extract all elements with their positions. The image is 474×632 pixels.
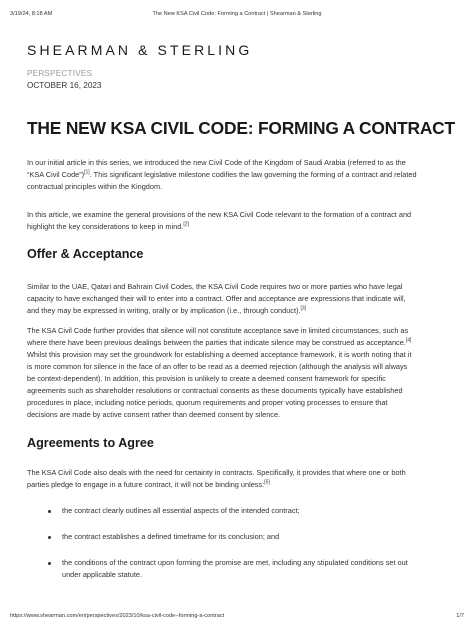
- heading-agreements-to-agree: Agreements to Agree: [27, 436, 154, 450]
- text-line: capacity to have exchanged their will to enter into a contract. Offer and acceptance are expressions that indicate will,: [27, 294, 406, 303]
- text-line: decisions are made by active consent rather than deemed consent by silence.: [27, 410, 281, 419]
- text-run: highlight the key considerations to keep in mind.: [27, 222, 184, 231]
- text-line: [27, 221, 451, 233]
- text-line: The KSA Civil Code further provides that silence will not constitute acceptance save in limited circumstances, such as: [27, 326, 409, 335]
- text-line: contractual principles within the Kingdom.: [27, 182, 163, 191]
- text-line: [27, 479, 451, 491]
- text-line: is more common for silence in the face of an offer to be read as a deemed rejection (although the analysis will always: [27, 362, 408, 371]
- text-run: “KSA Civil Code”): [27, 170, 85, 179]
- agree-paragraph-1: [27, 467, 451, 491]
- text-run: where there have been previous dealings between the parties that indicate silence may be construed as acceptance.: [27, 338, 406, 347]
- site-logo[interactable]: SHEARMAN & STERLING: [27, 42, 253, 58]
- page-number: 1/7: [456, 613, 464, 619]
- print-datetime: 3/19/24, 8:18 AM: [10, 11, 53, 17]
- heading-offer-acceptance: Offer & Acceptance: [27, 247, 144, 261]
- page-url[interactable]: https://www.shearman.com/en/perspectives/2023/10/ksa-civil-code--forming-a-contract: [10, 613, 225, 619]
- footnote-ref-5[interactable]: [5]: [264, 479, 270, 486]
- text-run: parties pledge to engage in a future contract, it will not be binding unless:: [27, 480, 265, 489]
- list-item: [46, 505, 446, 517]
- section-label[interactable]: PERSPECTIVES: [27, 69, 93, 78]
- text-line: [27, 305, 451, 317]
- footnote-ref-4[interactable]: [4]: [405, 337, 412, 344]
- footnote-ref-3[interactable]: [3]: [300, 305, 307, 312]
- text-run: . This significant legislative milestone codifies the law governing the forming of a contract and related: [89, 170, 417, 179]
- conditions-list: [46, 505, 446, 595]
- article-title: THE NEW KSA CIVIL CODE: FORMING A CONTRACT: [27, 118, 455, 138]
- text-line: procedures in place, including notice periods, quorum requirements and proper voting processes to ensure that: [27, 398, 388, 407]
- text-line: Similar to the UAE, Qatari and Bahrain Civil Codes, the KSA Civil Code requires two or more parties who have legal: [27, 282, 403, 291]
- text-line: the conditions of the contract upon forming the promise are met, including any stipulated conditions set out: [62, 558, 408, 567]
- text-line: The KSA Civil Code also deals with the need for certainty in contracts. Specifically, it provides that where one or both: [27, 468, 406, 477]
- text-line: the contract establishes a defined timeframe for its conclusion; and: [62, 532, 280, 541]
- text-line: the contract clearly outlines all essential aspects of the intended contract;: [62, 506, 300, 515]
- text-line: In this article, we examine the general provisions of the new KSA Civil Code relevant to the formation of a contract and: [27, 210, 412, 219]
- offer-paragraph-2: [27, 325, 451, 421]
- footnote-ref-1[interactable]: [1]: [84, 169, 90, 176]
- intro-paragraph-1: [27, 157, 451, 193]
- text-line: under applicable statute.: [62, 570, 143, 579]
- print-header: [10, 11, 464, 21]
- list-item: [46, 557, 446, 581]
- text-run: and they may be expressed in writing, orally or by implication (i.e., through conduct).: [27, 306, 301, 315]
- text-line: In our initial article in this series, we introduced the new Civil Code of the Kingdom of Saudi Arabia (referred to as the: [27, 158, 406, 167]
- text-line: be context-dependent). In addition, this provision is unlikely to create a deemed consent framework for specific: [27, 374, 386, 383]
- publication-date: OCTOBER 16, 2023: [27, 81, 102, 90]
- print-page-title: The New KSA Civil Code: Forming a Contract | Shearman & Sterling: [152, 11, 322, 17]
- text-line: agreements such as shareholder resolutions or contractual consents as these documents typically have established: [27, 386, 403, 395]
- intro-paragraph-2: [27, 209, 451, 233]
- text-line: [27, 169, 451, 181]
- offer-paragraph-1: [27, 281, 451, 317]
- text-line: Whilst this provision may set the groundwork for establishing a deemed acceptance framework, it is worth noting that it: [27, 350, 412, 359]
- list-item: [46, 531, 446, 543]
- text-line: [27, 337, 451, 349]
- footnote-ref-2[interactable]: [2]: [183, 221, 189, 228]
